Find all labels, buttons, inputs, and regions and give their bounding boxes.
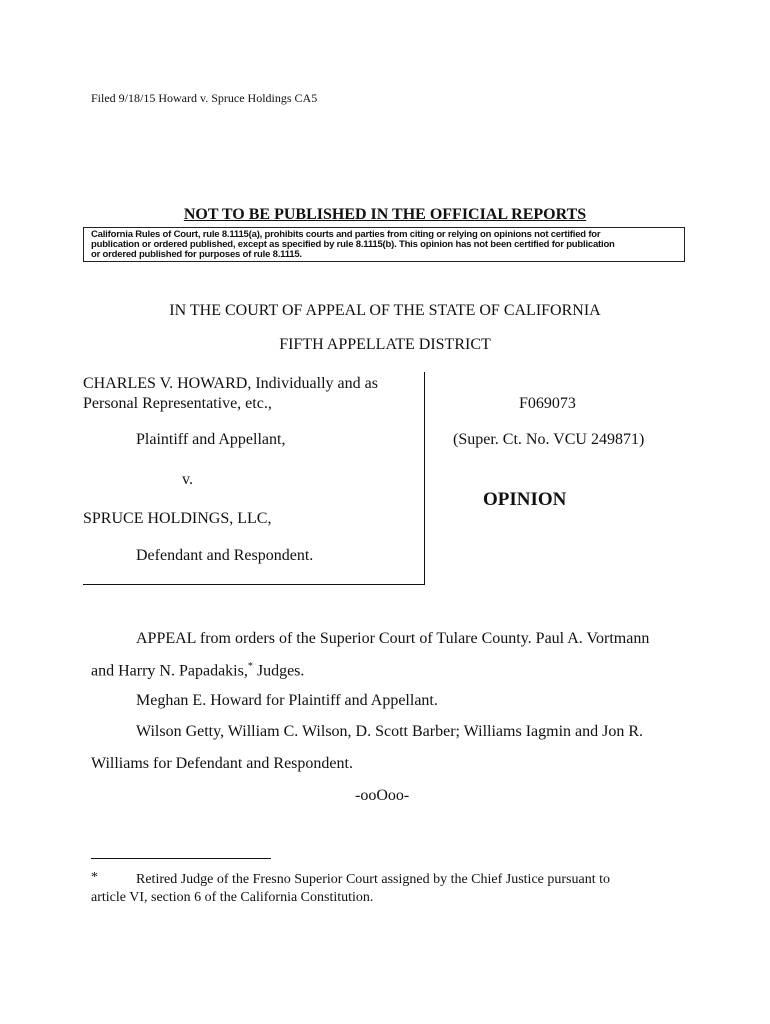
versus: v. <box>182 471 193 488</box>
defendant-role: Defendant and Respondent. <box>136 547 314 564</box>
rule-line: publication or ordered published, except as specified by rule 8.1115(b). This opinion has not been certified for publication <box>91 239 615 250</box>
plaintiff-capacity: Personal Representative, etc., <box>83 395 272 412</box>
footnote-rule <box>91 858 271 859</box>
footnote-reference: * <box>247 661 253 672</box>
defendant-name: SPRUCE HOLDINGS, LLC, <box>83 510 272 527</box>
footnote-line-2: article VI, section 6 of the California Constitution. <box>91 890 374 905</box>
counsel-plaintiff: Meghan E. Howard for Plaintiff and Appellant. <box>136 692 438 709</box>
opinion-label: OPINION <box>483 489 567 510</box>
case-number: F069073 <box>519 395 576 412</box>
plaintiff-role: Plaintiff and Appellant, <box>136 431 286 448</box>
rule-line: California Rules of Court, rule 8.1115(a), prohibits courts and parties from citing or relying on opinions not certified for <box>91 229 601 240</box>
not-published-title: NOT TO BE PUBLISHED IN THE OFFICIAL REPORTS <box>183 206 587 223</box>
rule-notice-box <box>83 227 685 262</box>
filed-line: Filed 9/18/15 Howard v. Spruce Holdings CA5 <box>91 91 318 105</box>
district-name: FIFTH APPELLATE DISTRICT <box>279 336 491 353</box>
appeal-judges-suffix: Judges. <box>252 662 305 680</box>
court-name: IN THE COURT OF APPEAL OF THE STATE OF CALIFORNIA <box>169 302 601 319</box>
footnote-line-1: Retired Judge of the Fresno Superior Court assigned by the Chief Justice pursuant to <box>136 872 610 887</box>
appeal-line-2 <box>91 661 304 680</box>
rule-line: or ordered published for purposes of rule 8.1115. <box>91 249 302 260</box>
superior-court-number: (Super. Ct. No. VCU 249871) <box>453 431 645 448</box>
caption-vertical-rule <box>424 372 425 584</box>
counsel-defendant-line-1: Wilson Getty, William C. Wilson, D. Scott Barber; Williams Iagmin and Jon R. <box>136 723 644 740</box>
section-separator: -ooOoo- <box>355 787 410 804</box>
counsel-defendant-line-2: Williams for Defendant and Respondent. <box>91 755 353 772</box>
appeal-judges: and Harry N. Papadakis, <box>91 662 248 680</box>
plaintiff-name: CHARLES V. HOWARD, Individually and as <box>83 375 378 392</box>
footnote-mark: * <box>91 870 98 885</box>
caption-horizontal-rule <box>83 584 425 585</box>
appeal-line-1: APPEAL from orders of the Superior Court of Tulare County. Paul A. Vortmann <box>136 630 650 647</box>
